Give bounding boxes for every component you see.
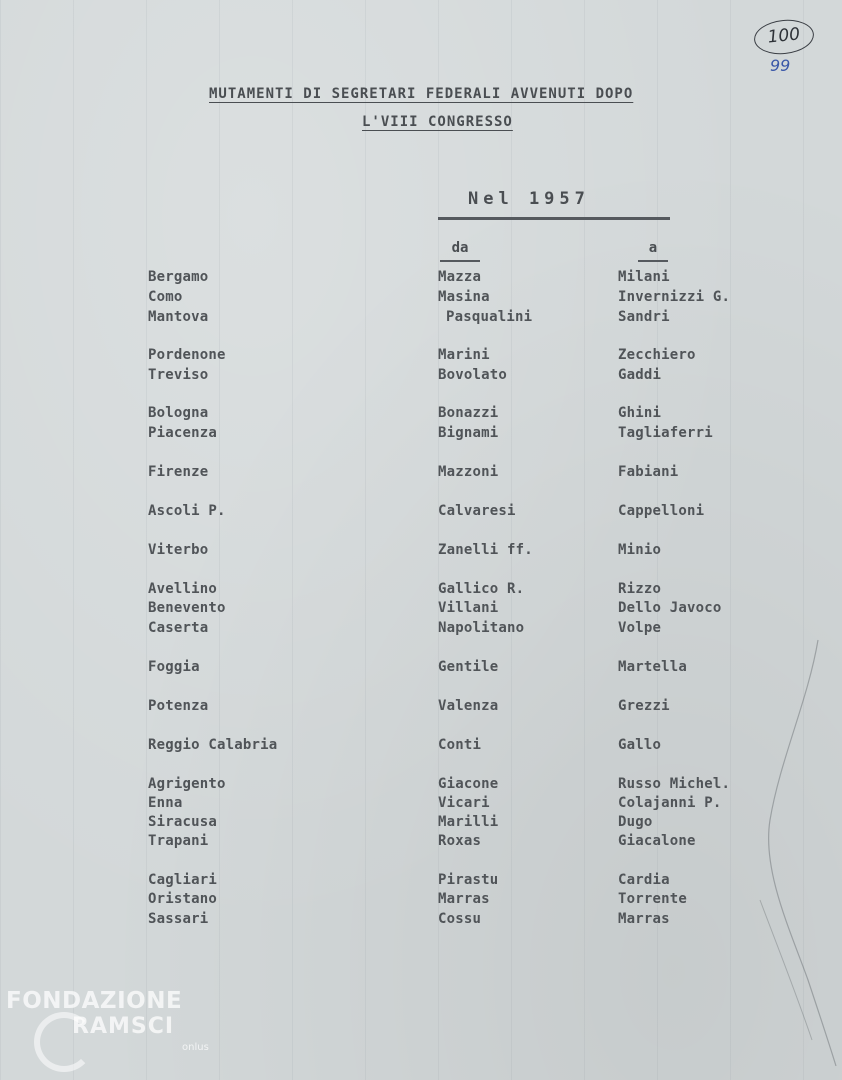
province-cell: Potenza [148,698,209,714]
watermark-text: FONDAZIONE [6,988,183,1014]
year-heading: Nel 1957 [438,189,670,220]
to-cell: Cardia [618,872,670,888]
page-number-circled: 100 [752,17,815,57]
pencil-stroke [769,640,836,1066]
from-cell: Napolitano [438,620,525,636]
watermark-text: onlus [182,1042,209,1053]
watermark-text: RAMSCI [72,1014,175,1039]
to-cell: Ghini [618,405,662,421]
to-cell: Minio [618,542,662,558]
document-title: MUTAMENTI DI SEGRETARI FEDERALI AVVENUTI DOPO [209,86,634,102]
province-cell: Reggio Calabria [148,737,278,753]
from-cell: Bonazzi [438,405,499,421]
province-cell: Piacenza [148,425,218,441]
province-cell: Foggia [148,659,200,675]
from-cell: Calvaresi [438,503,516,519]
to-cell: Rizzo [618,581,662,597]
from-cell: Pirastu [438,872,499,888]
province-cell: Pordenone [148,347,226,363]
to-cell: Gaddi [618,367,662,383]
from-cell: Pasqualini [446,309,533,325]
to-cell: Cappelloni [618,503,705,519]
to-cell: Torrente [618,891,688,907]
province-cell: Como [148,289,183,305]
to-cell: Sandri [618,309,670,325]
to-cell: Martella [618,659,688,675]
province-cell: Cagliari [148,872,218,888]
from-cell: Bignami [438,425,499,441]
province-cell: Enna [148,795,183,811]
to-cell: Zecchiero [618,347,696,363]
to-cell: Marras [618,911,670,927]
province-cell: Viterbo [148,542,209,558]
to-cell: Fabiani [618,464,679,480]
province-cell: Trapani [148,833,209,849]
page-number-alt: 99 [770,56,791,75]
province-cell: Ascoli P. [148,503,226,519]
from-cell: Cossu [438,911,482,927]
from-cell: Gentile [438,659,499,675]
from-cell: Giacone [438,776,499,792]
to-cell: Invernizzi G. [618,289,731,305]
province-cell: Oristano [148,891,218,907]
from-cell: Roxas [438,833,482,849]
province-cell: Benevento [148,600,226,616]
province-cell: Siracusa [148,814,218,830]
from-cell: Masina [438,289,490,305]
to-cell: Milani [618,269,670,285]
column-header-to: a [638,240,668,262]
to-cell: Dello Javoco [618,600,722,616]
from-cell: Vicari [438,795,490,811]
province-cell: Firenze [148,464,209,480]
from-cell: Zanelli ff. [438,542,533,558]
province-cell: Sassari [148,911,209,927]
to-cell: Dugo [618,814,653,830]
column-header-from: da [440,240,480,262]
to-cell: Colajanni P. [618,795,722,811]
fondazione-gramsci-watermark [6,988,216,1072]
from-cell: Villani [438,600,499,616]
from-cell: Valenza [438,698,499,714]
province-cell: Avellino [148,581,218,597]
to-cell: Grezzi [618,698,670,714]
province-cell: Bologna [148,405,209,421]
from-cell: Marini [438,347,490,363]
to-cell: Tagliaferri [618,425,713,441]
from-cell: Mazza [438,269,482,285]
to-cell: Russo Michel. [618,776,731,792]
province-cell: Caserta [148,620,209,636]
to-cell: Giacalone [618,833,696,849]
province-cell: Agrigento [148,776,226,792]
document-subtitle: L'VIII CONGRESSO [362,114,513,130]
from-cell: Marilli [438,814,499,830]
from-cell: Bovolato [438,367,508,383]
province-cell: Bergamo [148,269,209,285]
province-cell: Treviso [148,367,209,383]
from-cell: Gallico R. [438,581,525,597]
from-cell: Marras [438,891,490,907]
to-cell: Gallo [618,737,662,753]
from-cell: Conti [438,737,482,753]
from-cell: Mazzoni [438,464,499,480]
province-cell: Mantova [148,309,209,325]
to-cell: Volpe [618,620,662,636]
